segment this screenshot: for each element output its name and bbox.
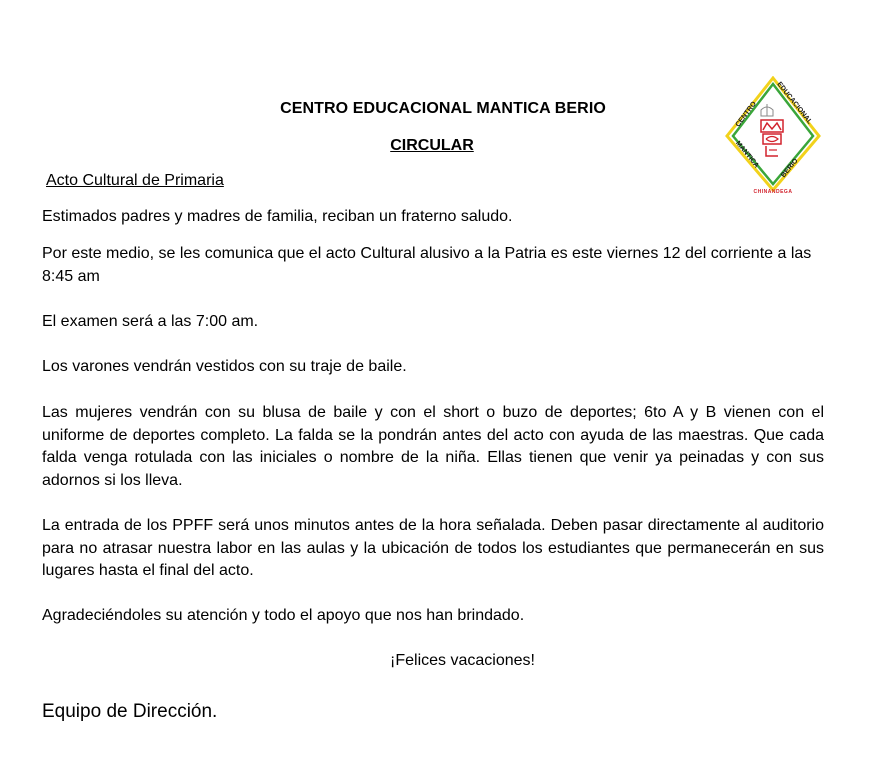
school-name-heading: CENTRO EDUCACIONAL MANTICA BERIO: [280, 100, 606, 117]
crest-word-bottom-left: MANTICA: [733, 139, 760, 170]
crest-word-footer: CHINANDEGA: [753, 189, 793, 194]
school-crest-icon: [725, 76, 821, 194]
closing-line: ¡Felices vacaciones!: [390, 652, 535, 669]
announcement-paragraph: Por este medio, se les comunica que el acto Cultural alusivo a la Patria es este viernes 12 del corriente a las 8:45 am: [42, 245, 812, 285]
crest-word-bottom-right: BERIO: [780, 157, 800, 180]
exam-time-paragraph: El examen será a las 7:00 am.: [42, 313, 259, 330]
crest-word-top-right: EDUCACIONAL: [775, 80, 814, 126]
signature-line: Equipo de Dirección.: [42, 701, 218, 722]
subject-line: Acto Cultural de Primaria: [46, 172, 224, 189]
document-type-heading: CIRCULAR: [390, 137, 474, 154]
parents-entry-paragraph: La entrada de los PPFF será unos minutos antes de la hora señalada. Deben pasar directamente al auditorio para no atrasar nuestra labor en las aulas y la ubicación de todos los estudiantes que permanecerán en sus lugares hasta el final del acto.: [42, 517, 824, 579]
crest-word-top-left: CENTRO: [734, 100, 758, 129]
school-crest-graphic: [725, 76, 821, 194]
girls-attire-paragraph: Las mujeres vendrán con su blusa de baile y con el short o buzo de deportes; 6to A y B vienen con el uniforme de deportes completo. La falda se la pondrán antes del acto con ayuda de las maestras. Que cada falda venga rotulada con las iniciales o nombre de la niña. Ellas tienen que venir ya peinadas y con sus adornos si los lleva.: [42, 404, 824, 489]
thanks-paragraph: Agradeciéndoles su atención y todo el apoyo que nos han brindado.: [42, 607, 525, 624]
greeting-paragraph: Estimados padres y madres de familia, reciban un fraterno saludo.: [42, 208, 513, 225]
boys-attire-paragraph: Los varones vendrán vestidos con su traje de baile.: [42, 358, 407, 375]
